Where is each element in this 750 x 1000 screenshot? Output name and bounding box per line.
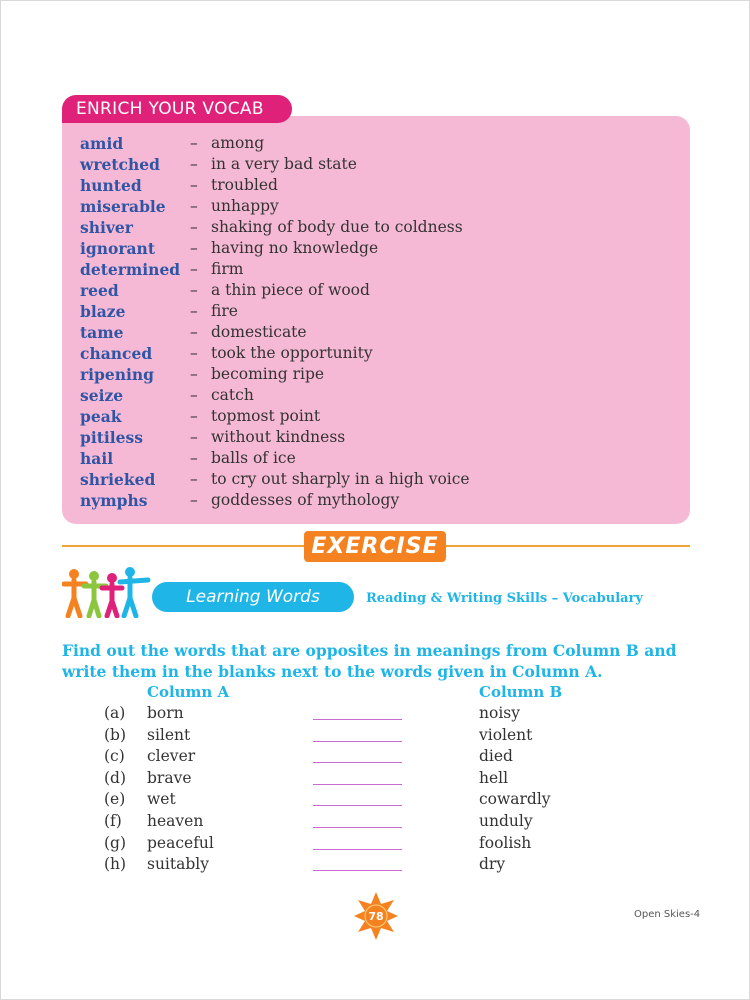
vocab-word: seize (80, 386, 124, 405)
vocab-dash: – (190, 365, 198, 383)
vocab-dash: – (190, 470, 198, 488)
column-a-word: suitably (147, 855, 209, 874)
answer-blank[interactable] (313, 719, 402, 720)
vocab-dash: – (190, 134, 198, 152)
vocab-word: tame (80, 323, 124, 342)
vocab-word: hail (80, 449, 114, 468)
book-title: Open Skies-4 (634, 909, 701, 920)
answer-blank[interactable] (313, 827, 402, 828)
vocab-meaning: without kindness (211, 428, 346, 446)
vocab-dash: – (190, 239, 198, 257)
vocab-word: ripening (80, 365, 155, 384)
vocab-word: shiver (80, 218, 133, 237)
exercise-row (0, 745, 750, 767)
children-figures-icon (62, 566, 152, 618)
vocab-dash: – (190, 386, 198, 404)
vocab-word: peak (80, 407, 122, 426)
exercise-row (0, 724, 750, 746)
vocab-dash: – (190, 449, 198, 467)
vocab-meaning: catch (211, 386, 254, 404)
column-b-word: dry (479, 855, 506, 874)
answer-blank[interactable] (313, 870, 402, 871)
page-number-star (354, 892, 398, 940)
learning-words-banner: Learning Words (152, 582, 354, 612)
vocab-meaning: in a very bad state (211, 155, 357, 173)
row-letter: (a) (104, 704, 126, 722)
column-b-word: violent (479, 725, 533, 744)
column-b-word: cowardly (479, 790, 551, 809)
vocab-word: wretched (80, 155, 160, 174)
answer-blank[interactable] (313, 849, 402, 850)
vocab-word: reed (80, 281, 119, 300)
exercise-row (0, 810, 750, 832)
vocab-meaning: having no knowledge (211, 239, 379, 257)
vocab-dash: – (190, 176, 198, 194)
vocab-meaning: a thin piece of wood (211, 281, 370, 299)
vocab-dash: – (190, 302, 198, 320)
vocab-dash: – (190, 323, 198, 341)
answer-blank[interactable] (313, 741, 402, 742)
column-a-word: heaven (147, 812, 204, 830)
exercise-instruction: Find out the words that are opposites in meanings from Column B and write them in the blanks next to the words given in Column A. (62, 641, 677, 681)
vocab-word: amid (80, 134, 124, 153)
answer-blank[interactable] (313, 805, 402, 806)
row-letter: (c) (104, 747, 125, 766)
page-number: 78 (368, 910, 384, 923)
answer-blank[interactable] (313, 762, 402, 763)
vocab-word: determined (80, 260, 181, 279)
vocab-meaning: fire (211, 302, 238, 320)
column-a-heading: Column A (147, 683, 230, 701)
vocab-meaning: firm (211, 260, 244, 278)
vocab-meaning: among (211, 134, 265, 152)
vocab-dash: – (190, 407, 198, 425)
vocab-dash: – (190, 218, 198, 236)
vocab-meaning: goddesses of mythology (211, 491, 400, 509)
row-letter: (b) (104, 725, 127, 744)
row-letter: (h) (104, 855, 127, 874)
vocab-meaning: balls of ice (211, 449, 296, 467)
vocab-meaning: domesticate (211, 323, 307, 341)
vocab-meaning: to cry out sharply in a high voice (211, 470, 470, 488)
vocab-meaning: topmost point (211, 407, 321, 425)
exercise-row (0, 767, 750, 789)
column-a-word: peaceful (147, 833, 214, 852)
row-letter: (d) (104, 768, 127, 787)
vocab-meaning: took the opportunity (211, 344, 373, 362)
vocab-word: pitiless (80, 428, 143, 447)
vocab-word: hunted (80, 176, 142, 195)
vocab-meaning: troubled (211, 176, 278, 194)
vocab-word: chanced (80, 344, 153, 363)
vocab-dash: – (190, 428, 198, 446)
exercise-row (0, 788, 750, 810)
row-letter: (f) (104, 812, 122, 830)
column-a-word: silent (147, 725, 191, 744)
learning-words-subtitle: Reading & Writing Skills – Vocabulary (366, 591, 643, 606)
vocab-title: ENRICH YOUR VOCAB (62, 95, 292, 123)
column-b-word: hell (479, 768, 509, 787)
column-a-word: brave (147, 768, 192, 787)
vocab-dash: – (190, 344, 198, 362)
vocab-dash: – (190, 281, 198, 299)
column-b-word: foolish (479, 833, 532, 852)
exercise-badge: EXERCISE (304, 531, 446, 562)
row-letter: (e) (104, 790, 126, 809)
vocab-word: blaze (80, 302, 126, 321)
exercise-row (0, 702, 750, 724)
vocab-word: ignorant (80, 239, 155, 258)
exercise-row (0, 853, 750, 875)
vocab-dash: – (190, 260, 198, 278)
vocab-meaning: becoming ripe (211, 365, 325, 383)
vocab-meaning: shaking of body due to coldness (211, 218, 463, 236)
column-a-word: clever (147, 747, 196, 766)
column-b-word: died (479, 747, 513, 766)
column-a-word: wet (147, 790, 176, 809)
column-a-word: born (147, 704, 184, 722)
vocab-word: shrieked (80, 470, 156, 489)
row-letter: (g) (104, 833, 127, 852)
vocab-word: nymphs (80, 491, 148, 510)
column-b-heading: Column B (479, 683, 563, 701)
answer-blank[interactable] (313, 784, 402, 785)
exercise-row (0, 832, 750, 854)
vocab-dash: – (190, 155, 198, 173)
vocab-dash: – (190, 197, 198, 215)
vocab-word: miserable (80, 197, 166, 216)
column-b-word: unduly (479, 812, 533, 830)
vocab-meaning: unhappy (211, 197, 279, 215)
column-b-word: noisy (479, 704, 520, 722)
vocab-dash: – (190, 491, 198, 509)
